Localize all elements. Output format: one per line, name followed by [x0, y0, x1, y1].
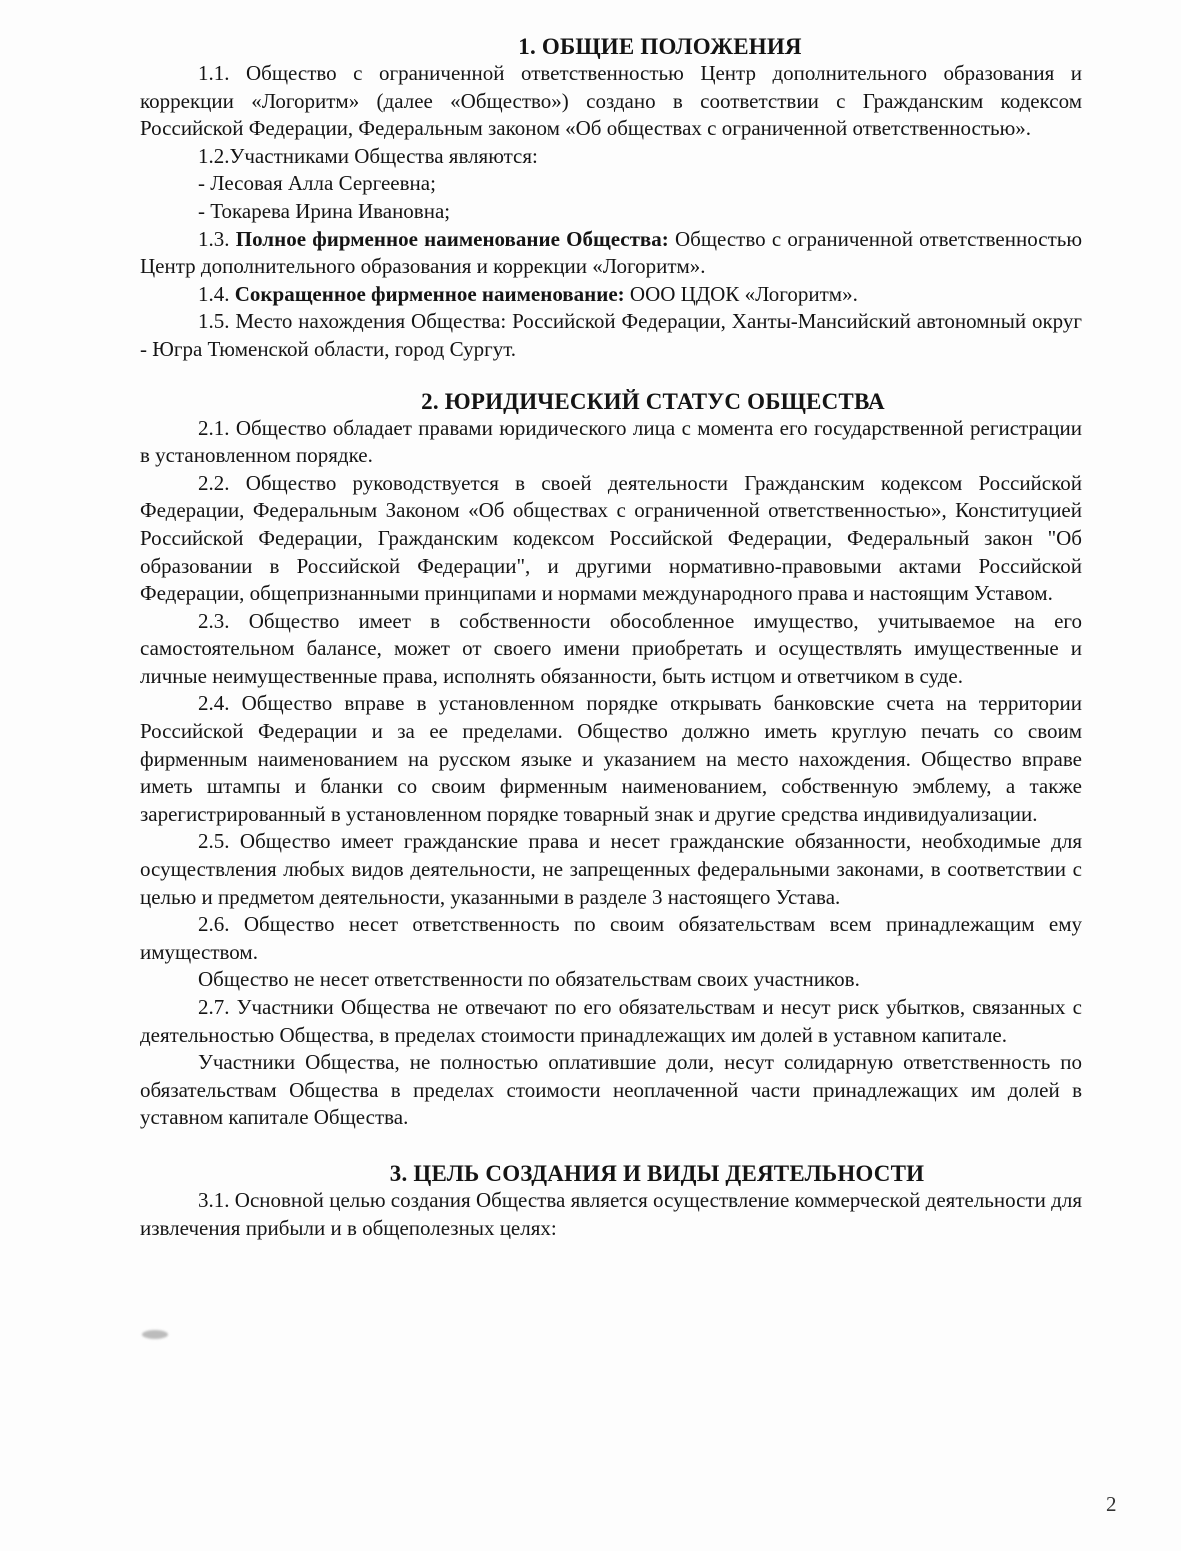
paragraph-2-1: 2.1. Общество обладает правами юридического лица с момента его государственной регистрации в установленном порядке.: [140, 415, 1082, 468]
full-name-label: Полное фирменное наименование Общества:: [235, 226, 669, 251]
paragraph-2-4: 2.4. Общество вправе в установленном порядке открывать банковские счета на территории Российской Федерации и за ее пределами. Общество должно иметь круглую печать со своим фирменным наименованием на русском языке и указанием на место нахождения. Общество вправе иметь штампы и бланки со своим фирменным наименованием, собственную эмблему, а также зарегистрированный в установленном порядке товарный знак и другие средства индивидуализации.: [140, 691, 1082, 826]
short-name-value: ООО ЦДОК «Логоритм».: [629, 281, 858, 306]
full-name-value: Общество с ограниченной ответственностью Центр дополнительного образования и коррекции «Логоритм».: [140, 226, 1083, 279]
participant-1: - Лесовая Алла Сергеевна;: [198, 171, 436, 196]
paragraph-2-3: 2.3. Общество имеет в собственности обособленное имущество, учитываемое на его самостоятельном балансе, может от своего имени приобретать и осуществлять имущественные и личные неимущественные права, исполнять обязанности, быть истцом и ответчиком в суде.: [140, 608, 1082, 688]
document-body: [140, 33, 1082, 1242]
paragraph-2-2: 2.2. Общество руководствуется в своей деятельности Гражданским кодексом Российской Федерации, Федеральным Законом «Об обществах с ограниченной ответственностью», Конституцией Российской Федерации, Гражданским кодексом Российской Федерации, Федеральный закон "Об образовании в Российской Федерации", и другими нормативно-правовыми актами Российской Федерации, общепризнанными принципами и нормами международного права и настоящим Уставом.: [140, 470, 1082, 606]
paragraph-1-2: 1.2.Участниками Общества являются:: [198, 143, 538, 168]
paragraph-1-3: [140, 226, 1082, 281]
paragraph-1-1: 1.1. Общество с ограниченной ответственностью Центр дополнительного образования и коррекции «Логоритм» (далее «Общество») создано в соответствии с Гражданским кодексом Российской Федерации, Федеральным законом «Об обществах с ограниченной ответственностью».: [140, 61, 1082, 141]
paragraph-2-6: 2.6. Общество несет ответственность по своим обязательствам всем принадлежащим ему имуществом.: [140, 912, 1082, 964]
scan-smudge: [142, 1330, 168, 1339]
participant-2: - Токарева Ирина Ивановна;: [198, 198, 451, 223]
paragraph-2-7: 2.7. Участники Общества не отвечают по его обязательствам и несут риск убытков, связанных с деятельностью Общества, в пределах стоимости принадлежащих им долей в уставном капитале.: [140, 995, 1082, 1047]
paragraph-2-5: 2.5. Общество имеет гражданские права и несет гражданские обязанности, необходимые для осуществления любых видов деятельности, не запрещенных федеральными законами, в соответствии с целью и предметом деятельности, указанными в разделе 3 настоящего Устава.: [140, 829, 1082, 909]
paragraph-2-7-note: Участники Общества, не полностью оплатившие доли, несут солидарную ответственность по обязательствам Общества в пределах стоимости неоплаченной части принадлежащих им долей в уставном капитале Общества.: [140, 1050, 1082, 1130]
paragraph-3-1: 3.1. Основной целью создания Общества является осуществление коммерческой деятельности для извлечения прибыли и в общеполезных целях:: [140, 1187, 1082, 1240]
paragraph-1-4: [140, 281, 1082, 309]
paragraph-1-3-number: 1.3.: [198, 226, 230, 251]
paragraph-1-4-number: 1.4.: [198, 281, 230, 306]
paragraph-2-6-note: Общество не несет ответственности по обязательствам своих участников.: [198, 967, 860, 992]
section-2-title: 2. ЮРИДИЧЕСКИЙ СТАТУС ОБЩЕСТВА: [421, 388, 885, 414]
section-1-title: 1. ОБЩИЕ ПОЛОЖЕНИЯ: [518, 34, 802, 59]
section-3-title: 3. ЦЕЛЬ СОЗДАНИЯ И ВИДЫ ДЕЯТЕЛЬНОСТИ: [389, 1160, 925, 1186]
paragraph-1-5: 1.5. Место нахождения Общества: Российской Федерации, Ханты-Мансийский автономный округ - Югра Тюменской области, город Сургут.: [140, 309, 1082, 361]
short-name-label: Сокращенное фирменное наименование:: [234, 281, 625, 306]
page-number: 2: [1106, 1492, 1117, 1516]
